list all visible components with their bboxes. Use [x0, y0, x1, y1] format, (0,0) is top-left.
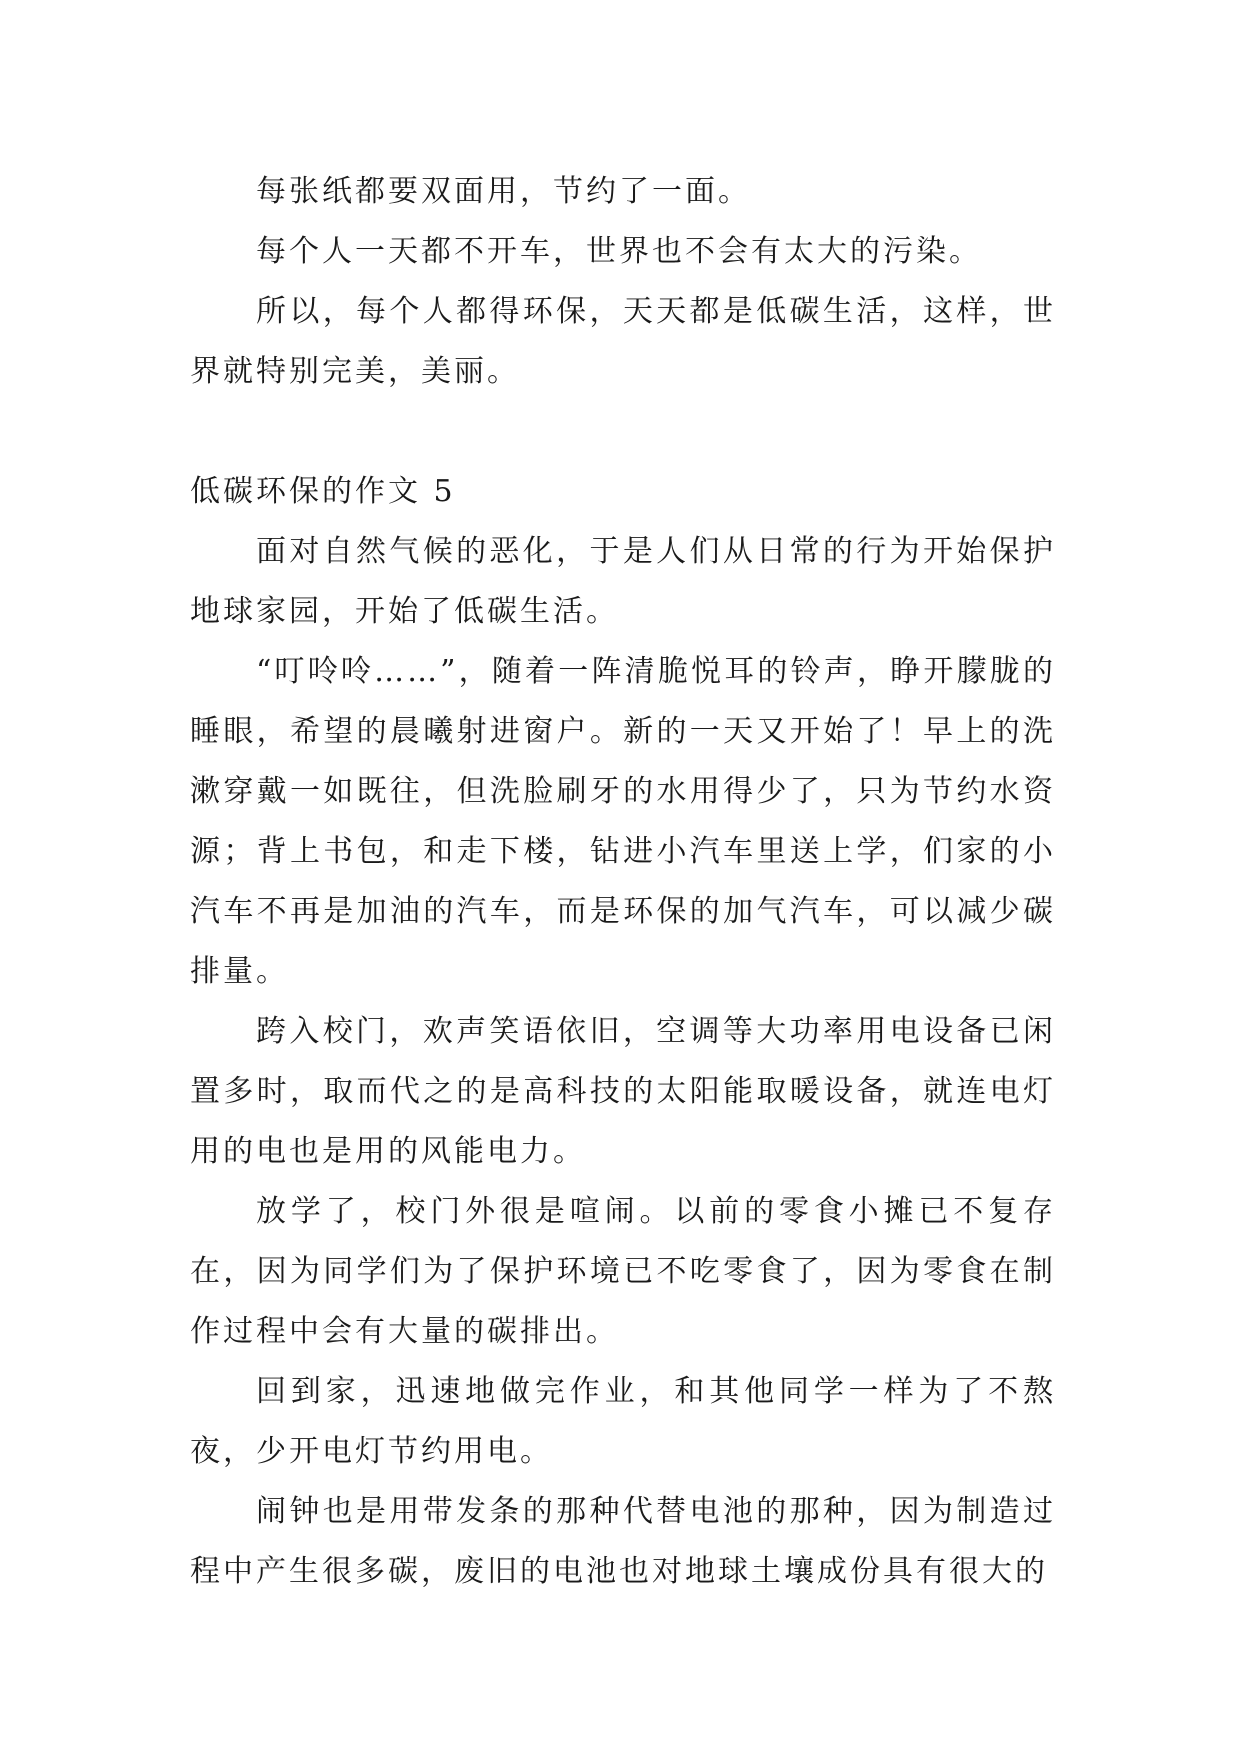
- paragraph: “叮呤呤……”，随着一阵清脆悦耳的铃声，睁开朦胧的睡眼，希望的晨曦射进窗户。新的一天又开始了！早上的洗漱穿戴一如既往，但洗脸刷牙的水用得少了，只为节约水资源；背上书包，和走下楼，钻进小汽车里送上学，们家的小汽车不再是加油的汽车，而是环保的加气汽车，可以减少碳排量。: [190, 654, 1056, 989]
- paragraph: 每张纸都要双面用，节约了一面。: [256, 174, 751, 209]
- paragraph: 闹钟也是用带发条的那种代替电池的那种，因为制造过程中产生很多碳，废旧的电池也对地球土壤成份具有很大的: [190, 1494, 1056, 1589]
- paragraph: 放学了，校门外很是喧闹。以前的零食小摊已不复存在，因为同学们为了保护环境已不吃零食了，因为零食在制作过程中会有大量的碳排出。: [190, 1194, 1056, 1349]
- paragraph: 回到家，迅速地做完作业，和其他同学一样为了不熬夜，少开电灯节约用电。: [190, 1374, 1056, 1469]
- paragraph: 每个人一天都不开车，世界也不会有太大的污染。: [256, 234, 982, 269]
- paragraph: 跨入校门，欢声笑语依旧，空调等大功率用电设备已闲置多时，取而代之的是高科技的太阳能取暖设备，就连电灯用的电也是用的风能电力。: [190, 1014, 1056, 1169]
- paragraph: 面对自然气候的恶化，于是人们从日常的行为开始保护地球家园，开始了低碳生活。: [190, 534, 1056, 629]
- paragraph: 所以，每个人都得环保，天天都是低碳生活，这样，世界就特别完美，美丽。: [190, 294, 1056, 389]
- document-body: [190, 162, 1056, 1602]
- section-title: 低碳环保的作文 5: [190, 474, 456, 509]
